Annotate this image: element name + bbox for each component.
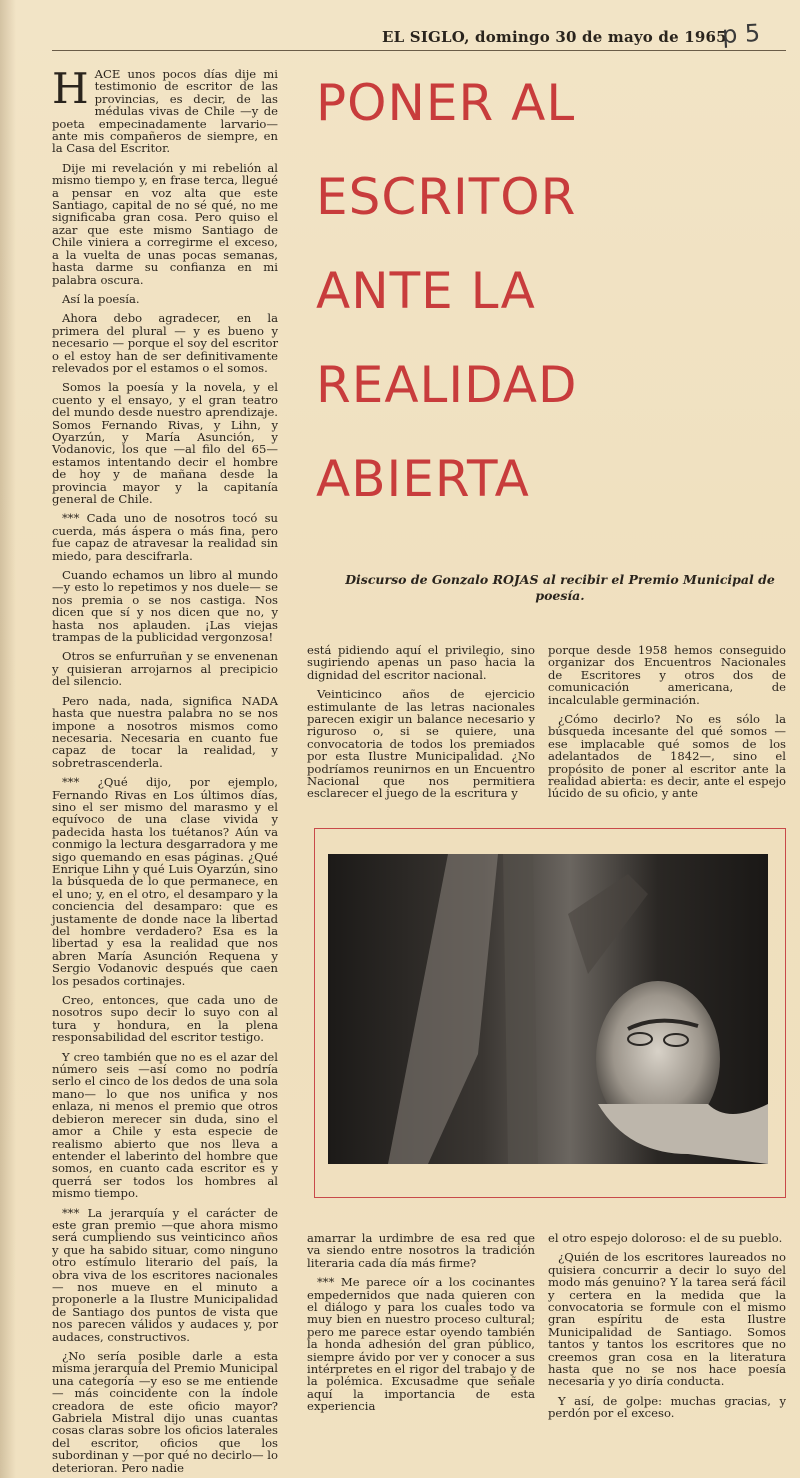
paragraph: amarrar la urdimbre de esa red que va siendo entre nosotros la tradición literaria cada día más firme? — [307, 1231, 535, 1270]
article-column-1 — [52, 64, 278, 1475]
headline-line-3: ANTE LA — [316, 262, 536, 320]
paragraph: ¿Quién de los escritores laureados no quisiera concurrir a decir lo suyo del modo más genuino? Y la tarea será fácil y certera en la medida que la convocatoria se formule con el mismo gran espíritu de esta Ilustre Municipalidad de Santiago. Somos tantos y tantos los escritores que no creemos gran cosa en la literatura hasta que no se nos hace poesía necesaria y yo diría conducta. — [548, 1250, 786, 1389]
paragraph: Creo, entonces, que cada uno de nosotros supo decir lo suyo con al tura y hondura, en la plena responsabilidad del escritor testigo. — [52, 993, 278, 1045]
paragraph: Así la poesía. — [62, 291, 140, 306]
paragraph: ¿Cómo decirlo? No es sólo la búsqueda incesante del qué somos —ese implacable qué somos de los adelantados de 1842—, sino el propósito de poner al escritor ante la realidad abierta: es decir, ante el espejo lúcido de su oficio, y ante — [548, 712, 786, 801]
paragraph: está pidiendo aquí el privilegio, sino sugiriendo apenas un paso hacia la dignidad del escritor nacional. — [307, 643, 535, 682]
page-fold-shadow — [0, 0, 16, 1478]
paragraph: Pero nada, nada, significa NADA hasta que nuestra palabra no se nos impone a nosotros mismos como necesaria. Necesaria en cuanto fue capaz de tocar la realidad, y sobretrascenderla. — [52, 693, 278, 770]
paragraph: Dije mi revelación y mi rebelión al mismo tiempo y, en frase terca, llegué a pensar en voz alta que este Santiago, capital de no sé qué, no me significaba gran cosa. Pero quiso el azar que este mismo Santiago de Chile viniera a corregirme el exceso, a la vuelta de unas pocas semanas, hasta darme su confianza en mi palabra oscura. — [52, 160, 278, 287]
paragraph: Y creo también que no es el azar del número seis —así como no podría serlo el cinco de los dedos de una sola mano— lo que nos unifica y nos enlaza, ni menos el premio que otros debieron merecer sin duda, sino el amor a Chile y esta especie de realismo abierto que nos lleva a entender el laberinto del hombre que somos, en cuanto cada escritor es y querrá ser todos los hombres al mismo tiempo. — [52, 1049, 278, 1201]
drop-cap: H — [52, 64, 89, 113]
author-photo — [328, 854, 768, 1164]
paragraph: Otros se enfurruñan y se envenenan y quisieran arrojarnos al precipicio del silencio. — [52, 649, 278, 689]
headline-line-4: REALIDAD — [316, 356, 578, 414]
article-column-2 — [307, 643, 535, 801]
handwritten-page-number: p 5 — [721, 19, 761, 49]
headline-line-1: PONER AL — [316, 74, 576, 132]
paragraph: *** La jerarquía y el carácter de este gran premio —que ahora mismo será cumpliendo sus veinticinco años y que ha sabido situar, como ninguno otro estímulo literario del país, la obra viva de los escritores nacionales— nos mueve en el minuto a proponerle a la Ilustre Municipalidad de Santiago dos puntos de vista que nos parecen válidos y audaces y, por audaces, constructivos. — [52, 1205, 278, 1344]
portrait-image — [328, 854, 768, 1164]
article-column-5 — [548, 1232, 786, 1432]
header-rule — [52, 50, 786, 51]
article-column-3 — [548, 643, 786, 801]
paragraph: Y así, de golpe: muchas gracias, y perdón por el exceso. — [548, 1393, 786, 1421]
paragraph: *** ¿Qué dijo, por ejemplo, Fernando Rivas en Los últimos días, sino el ser mismo del marasmo y el equívoco de una clase vivida y padecida hasta los tuétanos? Aún va conmigo la lectura desgarradora y me sigo quemando en esas páginas. ¿Qué Enrique Lihn y qué Luis Oyarzún, sino la búsqueda de lo que permanece, en el uno; y, en el otro, el desamparo y la conciencia del desamparo: que es justamente de donde nace la libertad del hombre verdadero? Esa es la libertad y esa la realidad que nos abren María Asunción Requena y Sergio Vodanovic después que caen los pesados cortinajes. — [52, 775, 278, 988]
paragraph: Ahora debo agradecer, en la primera del plural — y es bueno y necesario — porque el soy del escritor o el estoy han de ser definitivamente relevados por el estamos o el somos. — [52, 311, 278, 375]
paragraph-text: ACE unos pocos días dije mi testimonio de escritor de las provincias, es decir, de las médulas vivas de Chile —y de poeta empecinadamente larvario— ante mis compañeros de siempre, en la Casa del Escritor. — [52, 67, 278, 156]
paragraph: Cuando echamos un libro al mundo —y esto lo repetimos y nos duele— se nos premia o se nos castiga. Nos dicen que sí y nos dicen que no, y hasta nos aplauden. ¡Las viejas trampas de la publicidad vergonzosa! — [52, 568, 278, 645]
newspaper-header: EL SIGLO, domingo 30 de mayo de 1965 — [382, 28, 727, 46]
paragraph: ¿No sería posible darle a esta misma jerarquía del Premio Municipal una categoría —y eso se me entiende— más coincidente con la índole creadora de este oficio mayor? Gabriela Mistral dijo unas cuantas cosas claras sobre los oficios laterales del escritor, oficios que los subordinan y —por qué no decirlo— lo deterioran. Pero nadie — [52, 1349, 278, 1475]
paragraph: porque desde 1958 hemos conseguido organizar dos Encuentros Nacionales de Escritores y otros dos de comunicación americana, de incalculable germinación. — [548, 643, 786, 707]
headline-line-2: ESCRITOR — [316, 168, 577, 226]
paragraph: el otro espejo doloroso: el de su pueblo. — [548, 1231, 783, 1245]
article-column-4 — [307, 1232, 535, 1432]
headline-line-5: ABIERTA — [316, 450, 530, 508]
paragraph: *** Cada uno de nosotros tocó su cuerda, más áspera o más fina, pero fue capaz de atravesar la realidad sin miedo, para descifrarla. — [52, 511, 278, 563]
paragraph: *** Me parece oír a los cocinantes empedernidos que nada quieren con el diálogo y para los cuales todo va muy bien en nuestro proceso cultural; pero me parece estar oyendo también la honda adhesión del gran público, siempre ávido por ver y conocer a sus intérpretes en el rigor del trabajo y de la polémica. Excusadme que señale aquí la importancia de esta experiencia — [307, 1275, 535, 1414]
paragraph: Somos la poesía y la novela, y el cuento y el ensayo, y el gran teatro del mundo desde nuestro aprendizaje. Somos Fernando Rivas, y Lihn, y Oyarzún, y María Asunción, y Vodanovic, los que —al filo del 65— estamos intentando decir el hombre de hoy y de mañana desde la provincia mayor y la capitanía general de Chile. — [52, 380, 278, 506]
paragraph: Veinticinco años de ejercicio estimulante de las letras nacionales parecen exigir un balance necesario y riguroso o, si se quiere, una convocatoria de todos los premiados por esta Ilustre Municipalidad. ¿No podríamos reunirnos en un Encuentro Nacional que nos permitiera esclarecer el juego de la escritura y — [307, 687, 535, 801]
subtitle: Discurso de Gonzalo ROJAS al recibir el Premio Municipal de poesía. — [345, 572, 775, 603]
paragraph — [52, 64, 278, 156]
